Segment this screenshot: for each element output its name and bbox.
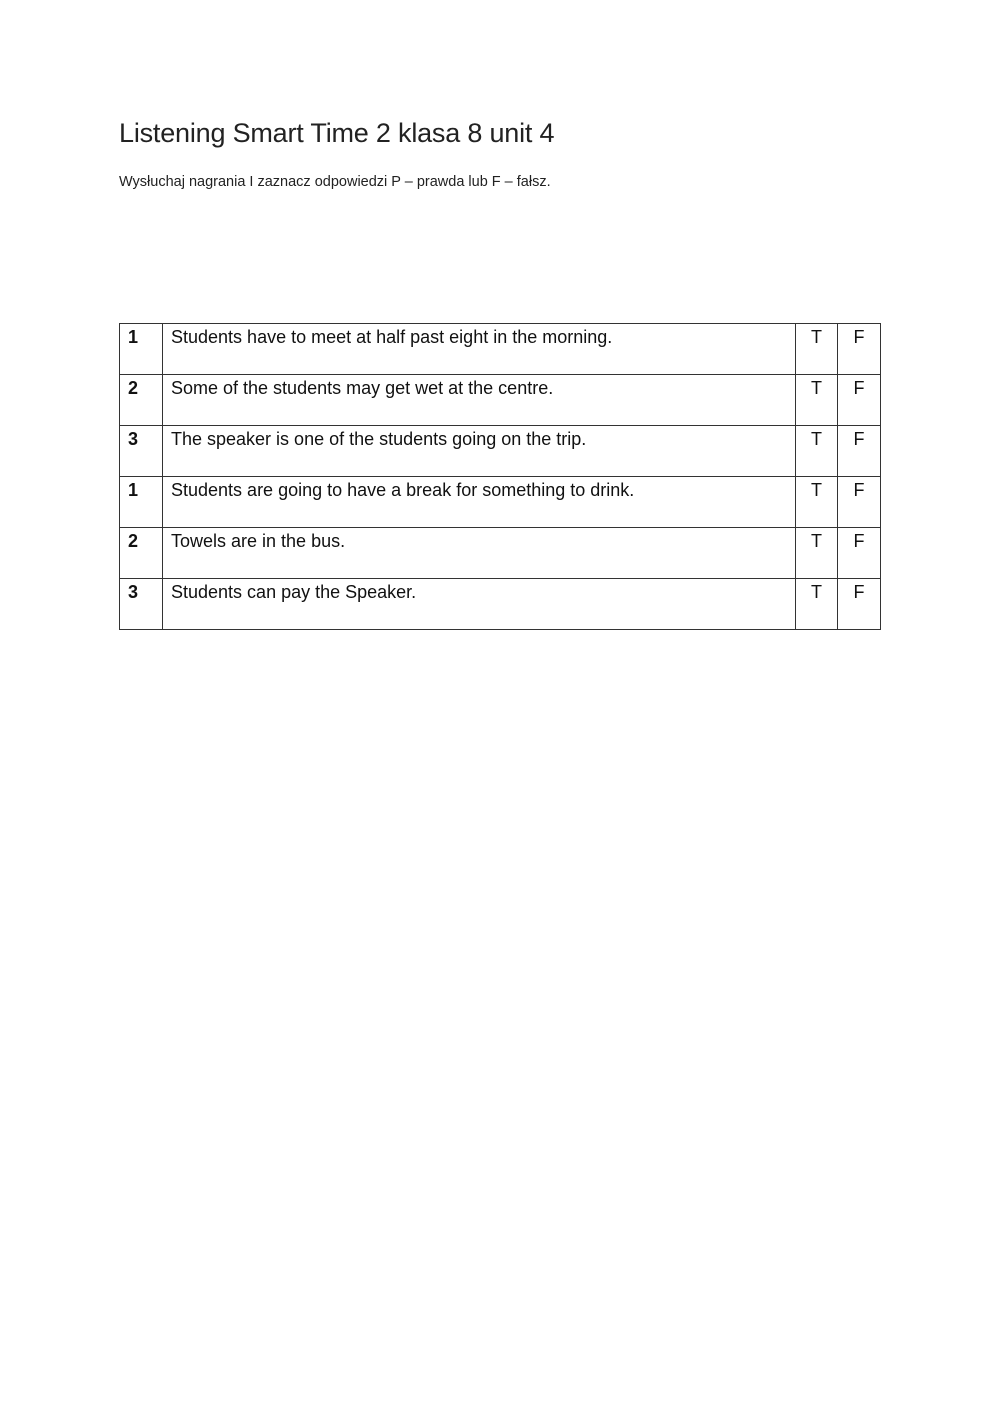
- true-option[interactable]: T: [796, 375, 838, 426]
- question-text: Students are going to have a break for something to drink.: [163, 477, 796, 528]
- question-row: [120, 324, 881, 375]
- question-number: 2: [120, 375, 163, 426]
- question-text: Students can pay the Speaker.: [163, 579, 796, 630]
- false-option[interactable]: F: [838, 528, 881, 579]
- false-option[interactable]: F: [838, 477, 881, 528]
- question-row: [120, 426, 881, 477]
- question-text: Some of the students may get wet at the centre.: [163, 375, 796, 426]
- question-row: [120, 477, 881, 528]
- page-title: Listening Smart Time 2 klasa 8 unit 4: [119, 118, 555, 148]
- question-number: 2: [120, 528, 163, 579]
- false-option[interactable]: F: [838, 324, 881, 375]
- question-text: The speaker is one of the students going on the trip.: [163, 426, 796, 477]
- false-option[interactable]: F: [838, 579, 881, 630]
- question-text: Students have to meet at half past eight in the morning.: [163, 324, 796, 375]
- false-option[interactable]: F: [838, 375, 881, 426]
- instructions-text: Wysłuchaj nagrania I zaznacz odpowiedzi P – prawda lub F – fałsz.: [119, 174, 551, 190]
- question-text: Towels are in the bus.: [163, 528, 796, 579]
- question-row: [120, 579, 881, 630]
- true-false-table: [119, 323, 881, 630]
- true-option[interactable]: T: [796, 324, 838, 375]
- false-option[interactable]: F: [838, 426, 881, 477]
- question-number: 3: [120, 579, 163, 630]
- true-option[interactable]: T: [796, 579, 838, 630]
- question-number: 1: [120, 324, 163, 375]
- true-option[interactable]: T: [796, 426, 838, 477]
- true-option[interactable]: T: [796, 528, 838, 579]
- question-number: 3: [120, 426, 163, 477]
- question-number: 1: [120, 477, 163, 528]
- true-option[interactable]: T: [796, 477, 838, 528]
- question-row: [120, 528, 881, 579]
- question-row: [120, 375, 881, 426]
